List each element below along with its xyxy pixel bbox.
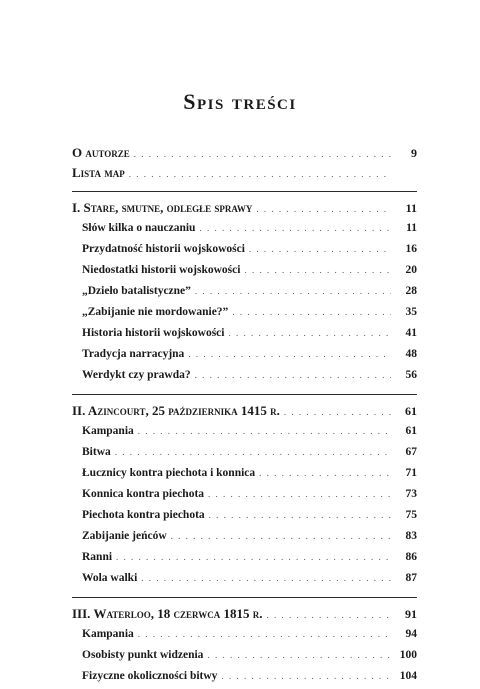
toc-entry-page: 94	[405, 628, 417, 640]
toc-entry-page: 20	[405, 264, 417, 276]
toc-entry-label: Lista map	[72, 165, 125, 180]
dot-leader	[115, 442, 391, 463]
dot-leader	[266, 605, 391, 624]
toc-entry-label: Tradycja narracyjna	[82, 348, 185, 360]
toc-entry-page: 61	[405, 404, 417, 418]
toc-subentry[interactable]	[72, 344, 417, 365]
dot-leader	[129, 164, 391, 183]
toc-entry-label: Niedostatki historii wojskowości	[82, 264, 241, 276]
toc-entry-page: 61	[405, 425, 417, 437]
toc-entry-label: I. Stare, smutne, odległe sprawy	[72, 200, 253, 215]
toc-chapter-1[interactable]	[72, 198, 417, 218]
toc-entry-page: 56	[405, 369, 417, 381]
dot-leader	[221, 666, 391, 687]
section-divider	[72, 394, 417, 395]
toc-subentry[interactable]	[72, 260, 417, 281]
toc-subentry[interactable]	[72, 323, 417, 344]
toc-subentry[interactable]	[72, 442, 417, 463]
dot-leader	[188, 344, 391, 365]
toc-entry-label: Słów kilka o nauczaniu	[82, 222, 196, 234]
toc-entry-label: Konnica kontra piechota	[82, 488, 205, 500]
dot-leader	[199, 218, 391, 239]
dot-leader	[116, 547, 391, 568]
toc-entry-page: 71	[405, 467, 417, 479]
toc-entry-label: Łucznicy kontra piechota i konnica	[82, 467, 256, 479]
dot-leader	[249, 239, 391, 260]
dot-leader	[259, 463, 391, 484]
toc-subentry[interactable]	[72, 239, 417, 260]
dot-leader	[138, 624, 391, 645]
toc-subentry[interactable]	[72, 484, 417, 505]
toc-entry-page: 104	[399, 670, 417, 682]
toc-entry-page: 16	[405, 243, 417, 255]
toc-entry-label: Osobisty punkt widzenia	[82, 649, 204, 661]
toc-subentry[interactable]	[72, 218, 417, 239]
dot-leader	[284, 402, 391, 421]
toc-subentry[interactable]	[72, 365, 417, 386]
toc-entry-label: Wola walki	[82, 572, 138, 584]
toc-entry-page: 86	[405, 551, 417, 563]
toc-entry-label: Fizyczne okoliczności bitwy	[82, 670, 218, 682]
toc-entry-page: 73	[405, 488, 417, 500]
toc-entry-page: 9	[411, 146, 417, 160]
toc-subentry[interactable]	[72, 624, 417, 645]
toc-entry-label: Werdykt czy prawda?	[82, 369, 191, 381]
dot-leader	[134, 144, 391, 163]
toc-chapter-3[interactable]	[72, 604, 417, 624]
toc-subentry[interactable]	[72, 421, 417, 442]
toc-entry-label: Kampania	[82, 628, 134, 640]
dot-leader	[232, 302, 391, 323]
dot-leader	[141, 568, 391, 589]
dot-leader	[195, 365, 391, 386]
toc-entry-page: 75	[405, 509, 417, 521]
dot-leader	[171, 526, 391, 547]
toc-entry-page: 28	[405, 285, 417, 297]
toc-entry-page: 100	[399, 649, 417, 661]
toc-subentry[interactable]	[72, 463, 417, 484]
toc-entry-page: 11	[406, 222, 417, 234]
toc-entry-label: O autorze	[72, 145, 130, 160]
dot-leader	[208, 484, 391, 505]
toc-subentry[interactable]	[72, 547, 417, 568]
dot-leader	[244, 260, 391, 281]
toc-entry-page: 83	[405, 530, 417, 542]
toc-subentry[interactable]	[72, 526, 417, 547]
dot-leader	[207, 645, 391, 666]
toc-entry-label: Zabijanie jeńców	[82, 530, 167, 542]
dot-leader	[256, 199, 391, 218]
section-divider	[72, 597, 417, 598]
dot-leader	[195, 281, 391, 302]
toc-entry-label: Bitwa	[82, 446, 111, 458]
toc-entry-page: 41	[405, 327, 417, 339]
table-of-contents	[72, 143, 417, 687]
toc-entry-page: 48	[405, 348, 417, 360]
toc-entry-page: 87	[405, 572, 417, 584]
toc-entry-label: III. Waterloo, 18 czerwca 1815 r.	[72, 606, 263, 621]
toc-subentry[interactable]	[72, 568, 417, 589]
toc-entry-label: Historia historii wojskowości	[82, 327, 225, 339]
dot-leader	[138, 421, 391, 442]
toc-subentry[interactable]	[72, 302, 417, 323]
toc-subentry[interactable]	[72, 645, 417, 666]
toc-subentry[interactable]	[72, 281, 417, 302]
toc-entry-label: Ranni	[82, 551, 113, 563]
toc-entry-page: 11	[405, 201, 417, 215]
toc-entry-page: 67	[405, 446, 417, 458]
toc-subentry[interactable]	[72, 505, 417, 526]
toc-chapter-2[interactable]	[72, 401, 417, 421]
toc-entry-label: „Dzieło batalistyczne”	[82, 285, 191, 297]
dot-leader	[228, 323, 391, 344]
toc-entry-label: II. Azincourt, 25 października 1415 r.	[72, 403, 280, 418]
page-title: Spis treści	[183, 89, 297, 114]
toc-entry-label: Piechota kontra piechota	[82, 509, 205, 521]
section-divider	[72, 191, 417, 192]
toc-entry-label: Przydatność historii wojskowości	[82, 243, 245, 255]
toc-subentry[interactable]	[72, 666, 417, 687]
toc-entry-page: 91	[405, 607, 417, 621]
toc-entry-about-author[interactable]	[72, 143, 417, 163]
toc-entry-label: „Zabijanie nie mordowanie?”	[82, 306, 229, 318]
toc-entry-label: Kampania	[82, 425, 134, 437]
dot-leader	[209, 505, 391, 526]
toc-entry-page: 35	[405, 306, 417, 318]
toc-entry-map-list[interactable]	[72, 163, 417, 183]
